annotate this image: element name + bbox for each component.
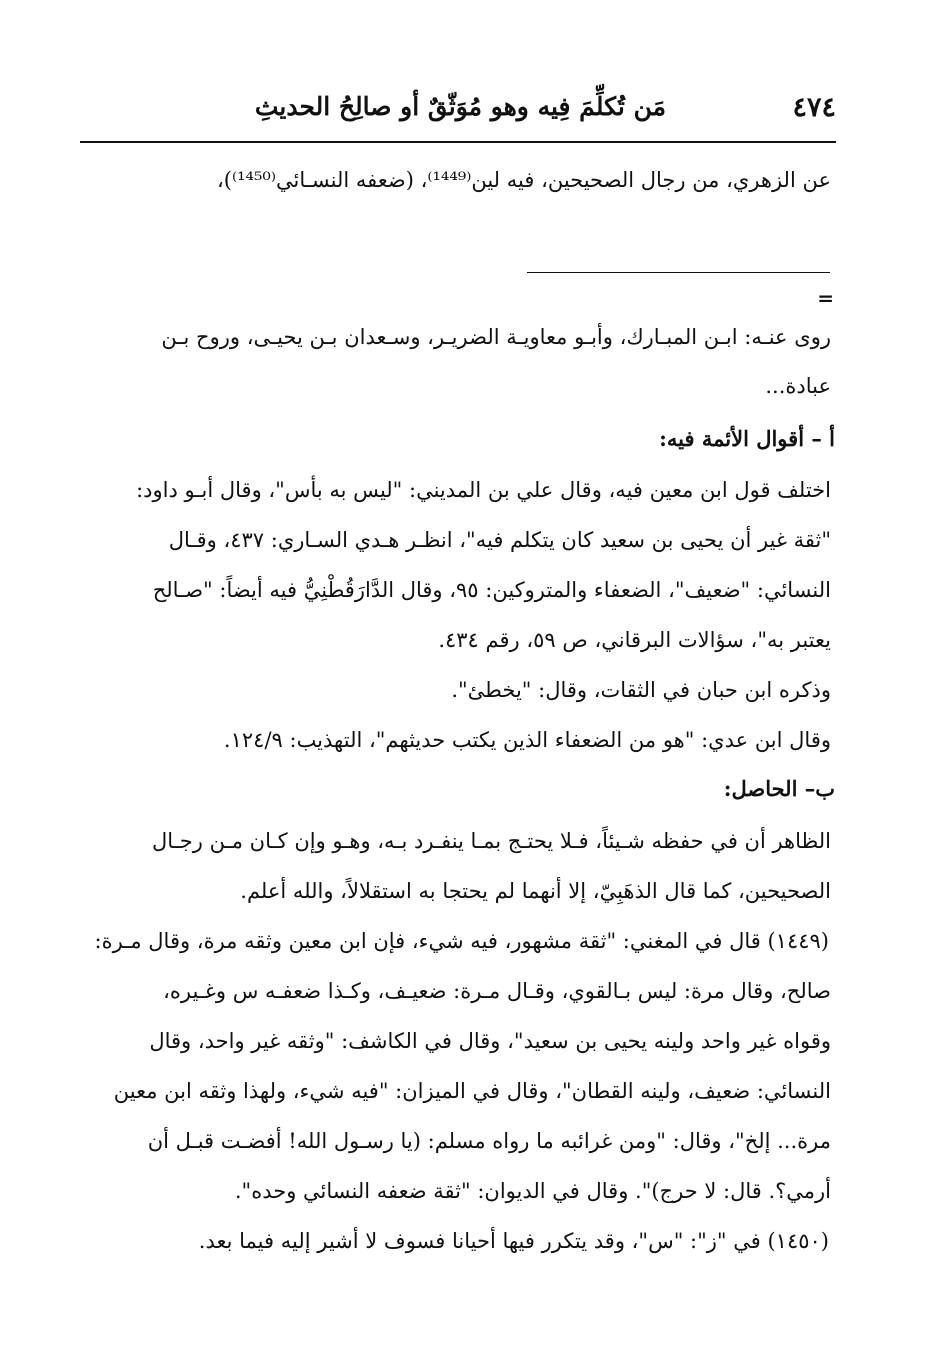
section-a-heading: أ – أقوال الأئمة فيه: — [659, 426, 835, 451]
paragraph-line: الظاهر أن في حفظه شـيئاً، فـلا يحتـج بمـا ينفـرد بـه، وهـو وإن كـان مـن رجـال — [152, 829, 831, 853]
page-number: ٤٧٤ — [792, 92, 836, 123]
paragraph-line: النسائي: "ضعيف"، الضعفاء والمتروكين: ٩٥، وقال الدَّارَقُطْنِيُّ فيه أيضاً: "صـالح — [152, 578, 831, 602]
main-text-line: عن الزهري، من رجال الصحيحين، فيه لين⁽¹⁴⁴⁹⁾، (ضعفه النسـائي⁽¹⁴⁵⁰⁾)، — [217, 168, 831, 192]
narrators-line: روى عنـه: ابـن المبـارك، وأبـو معاويـة الضريـر، وسـعدان بـن يحيـى، وروح بـن — [161, 325, 831, 349]
header-rule — [80, 141, 836, 143]
section-b-heading: ب– الحاصل: — [723, 776, 835, 801]
paragraph-line: اختلف قول ابن معين فيه، وقال علي بن المديني: "ليس به بأس"، وقال أبـو داود: — [136, 478, 831, 502]
narrators-line-end: عبادة... — [765, 374, 831, 398]
paragraph-line: الصحيحين، كما قال الذهَبِيّ، إلا أنهما لم يحتجا به استقلالاً، والله أعلم. — [240, 879, 831, 903]
paragraph-line: "ثقة غير أن يحيى بن سعيد كان يتكلم فيه"، انظـر هـدي السـاري: ٤٣٧، وقـال — [168, 528, 831, 552]
footnote-1449-line: أرمي؟. قال: لا حرج)". وقال في الديوان: "ثقة ضعفه النسائي وحده". — [234, 1179, 831, 1203]
paragraph-line: وقال ابن عدي: "هو من الضعفاء الذين يكتب حديثهم"، التهذيب: ١٢٤/٩. — [223, 728, 831, 752]
footnote-1450: (١٤٥٠) في "ز": "س"، وقد يتكرر فيها أحيانا فسوف لا أشير إليه فيما بعد. — [198, 1229, 829, 1253]
running-title: مَن تُكلِّمَ فِيه وهو مُوَثّقٌ أو صالِحُ الحديثِ — [254, 92, 666, 121]
paragraph-line: وذكره ابن حبان في الثقات، وقال: "يخطئ". — [451, 678, 831, 702]
running-header — [80, 92, 836, 136]
footnote-1449-line: وقواه غير واحد ولينه يحيى بن سعيد"، وقال في الكاشف: "وثقه غير واحد، وقال — [149, 1029, 831, 1053]
footnote-1449-line: النسائي: ضعيف، ولينه القطان"، وقال في الميزان: "فيه شيء، ولهذا وثقه ابن معين — [113, 1079, 831, 1103]
footnote-1449-line: صالح، وقال مرة: ليس بـالقوي، وقـال مـرة: ضعيـف، وكـذا ضعفـه س وغـيره، — [163, 979, 831, 1003]
footnote-1449: (١٤٤٩) قال في المغني: "ثقة مشهور، فيه شيء، فإن ابن معين وثقه مرة، وقال مـرة: — [94, 929, 829, 953]
footnote-separator — [527, 272, 830, 273]
paragraph-line: يعتبر به"، سؤالات البرقاني، ص ٥٩، رقم ٤٣٤. — [438, 628, 831, 652]
footnote-1449-line: مرة... إلخ"، وقال: "ومن غرائبه ما رواه مسلم: (يا رسـول الله! أفضـت قبـل أن — [147, 1129, 831, 1153]
continuation-marker: = — [817, 286, 834, 310]
